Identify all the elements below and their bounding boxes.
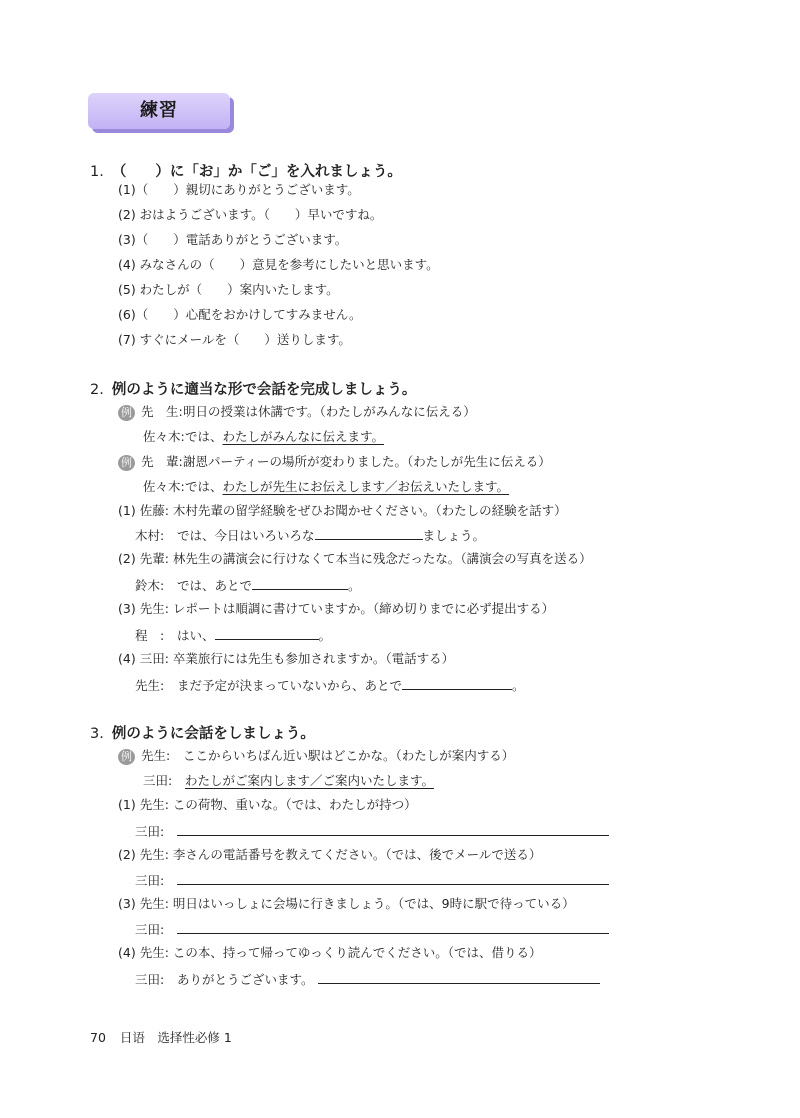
section-2-heading [90,378,416,399]
question-text: この本、持って帰ってゆっくり読んでください。（では、借りる） [172,945,542,960]
question-text: 卒業旅行には先生も参加されますか。（電話する） [172,651,455,666]
speaker-label: 先生: [139,896,169,911]
s2-example-2-answer [143,478,509,496]
speaker-label: 先輩: [139,551,169,566]
speaker-label: 佐々木: [143,429,185,444]
section-3-heading [90,722,315,743]
question-text: 木村先輩の留学経験をぜひお聞かせください。（わたしの経験を話す） [172,503,567,518]
answer-blank[interactable] [177,920,609,934]
speaker-label: 鈴木: [135,578,165,593]
s3-q2-response [135,871,609,890]
example-line-text: 謝恩パーティーの場所が変わりました。（わたしが先生に伝える） [183,454,551,469]
page-number: 70 [90,1030,106,1045]
s3-q1-prompt [118,796,417,814]
s3-q1-response [135,822,609,841]
speaker-label: 三田: [135,972,165,987]
response-text-after: 。 [512,678,525,693]
speaker-label: 先 生: [141,404,183,419]
s2-q1-response [135,526,485,545]
section-1-number: 1. [90,164,104,180]
response-text-after: 。 [348,578,361,593]
page-footer [90,1028,232,1046]
example-answer: わたしがご案内します／ご案内いたします。 [185,773,435,788]
section-1-item: (6)（ ）心配をおかけしてすみません。 [118,307,362,322]
speaker-label: 三田: [135,824,165,839]
speaker-label: 先生: [139,945,169,960]
section-1-item: (4) みなさんの（ ）意見を参考にしたいと思います。 [118,257,439,272]
section-1-item: (7) すぐにメールを（ ）送りします。 [118,332,351,347]
question-number: (2) [118,551,136,566]
s2-q3-prompt [118,600,554,618]
response-text-before: まだ予定が決まっていないから、あとで [177,678,403,693]
s2-q3-response [135,626,331,645]
section-1-item: (1)（ ）親切にありがとうございます。 [118,182,360,197]
question-number: (4) [118,945,136,960]
example-answer-prefix: では、 [185,429,223,444]
speaker-label: 三田: [143,773,173,788]
s2-q2-prompt [118,550,592,568]
question-number: (3) [118,896,136,911]
speaker-label: 程 : [135,628,165,643]
question-number: (4) [118,651,136,666]
speaker-label: 先生: [135,678,165,693]
answer-blank[interactable] [252,576,348,590]
example-line-text: ここからいちばん近い駅はどこかな。（わたしが案内する） [183,748,515,763]
section-3-number: 3. [90,726,104,742]
question-text: 林先生の講演会に行けなくて本当に残念だったな。（講演会の写真を送る） [172,551,592,566]
s2-example-2-question [118,453,551,471]
s2-example-1-question [118,403,476,421]
speaker-label: 佐藤: [139,503,169,518]
answer-blank[interactable] [177,871,609,885]
question-number: (1) [118,503,136,518]
answer-blank[interactable] [177,822,609,836]
speaker-label: 三田: [135,922,165,937]
s3-q4-response [135,970,600,989]
s2-q4-prompt [118,650,454,668]
response-text-before: はい、 [177,628,215,643]
book-title: 日语 选择性必修 1 [119,1030,232,1045]
answer-blank[interactable] [318,970,600,984]
question-text: 明日はいっしょに会場に行きましょう。（では、9時に駅で待っている） [172,896,575,911]
s2-q2-response [135,576,361,595]
example-answer: わたしが先生にお伝えします／お伝えいたします。 [222,479,510,494]
response-text-after: ましょう。 [422,528,486,543]
example-answer: わたしがみんなに伝えます。 [222,429,385,444]
question-text: この荷物、重いな。（では、わたしが持つ） [172,797,417,812]
answer-blank[interactable] [315,526,423,540]
example-answer-prefix: では、 [185,479,223,494]
speaker-label: 先生: [139,847,169,862]
s3-q3-prompt [118,895,575,913]
s3-q2-prompt [118,846,541,864]
s3-example-answer [143,772,434,790]
section-3-heading-text: 例のように会話をしましょう。 [111,726,315,742]
example-badge: 例 [118,405,135,421]
section-2-heading-text: 例のように適当な形で会話を完成しましょう。 [111,382,417,398]
example-badge: 例 [118,749,135,765]
answer-blank[interactable] [215,626,319,640]
s3-q3-response [135,920,609,939]
s3-q4-prompt [118,944,542,962]
speaker-label: 先生: [139,797,169,812]
speaker-label: 三田: [139,651,169,666]
section-1-item: (3)（ ）電話ありがとうございます。 [118,232,348,247]
question-number: (3) [118,601,136,616]
speaker-label: 木村: [135,528,165,543]
question-number: (2) [118,847,136,862]
speaker-label: 先 輩: [141,454,183,469]
exercise-title-tab [88,93,230,129]
example-badge: 例 [118,455,135,471]
s3-example-question [118,747,514,765]
question-number: (1) [118,797,136,812]
section-1-item: (2) おはようございます。（ ）早いですね。 [118,207,383,222]
response-text-before: では、今日はいろいろな [177,528,315,543]
response-text-before: ありがとうございます。 [177,972,314,987]
answer-blank[interactable] [402,676,512,690]
section-2-number: 2. [90,382,104,398]
speaker-label: 三田: [135,873,165,888]
speaker-label: 先生: [139,601,169,616]
page-title: 練習 [140,100,178,121]
section-1-item: (5) わたしが（ ）案内いたします。 [118,282,339,297]
section-1-heading-text: （ ）に「お」か「ご」を入れましょう。 [111,164,402,180]
response-text-before: では、あとで [177,578,253,593]
speaker-label: 佐々木: [143,479,185,494]
response-text-after: 。 [318,628,332,643]
s2-q1-prompt [118,502,567,520]
section-1-heading [90,160,402,181]
example-line-text: 明日の授業は休講です。（わたしがみんなに伝える） [183,404,476,419]
question-text: 李さんの電話番号を教えてください。（では、後でメールで送る） [172,847,542,862]
question-text: レポートは順調に書けていますか。（締め切りまでに必ず提出する） [172,601,555,616]
s2-example-1-answer [143,428,384,446]
speaker-label: 先生: [141,748,171,763]
s2-q4-response [135,676,525,695]
